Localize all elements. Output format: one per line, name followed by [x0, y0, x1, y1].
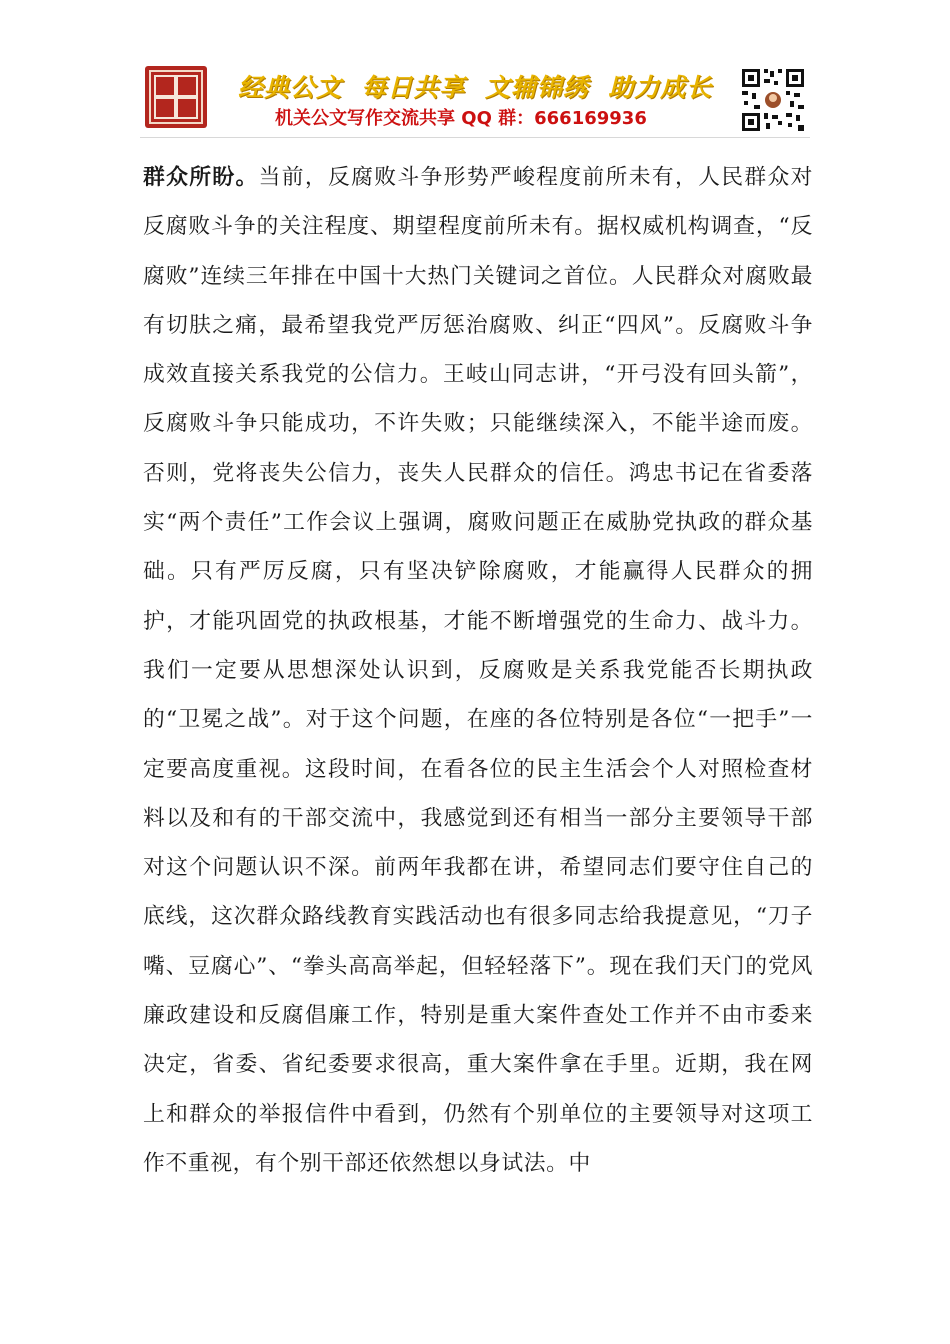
brand-seal-icon [145, 66, 207, 128]
header-slogan: 经典公文 每日共享 文辅锦绣 助力成长 [238, 73, 713, 102]
seal-glyph-3 [154, 97, 176, 119]
seal-glyph-4 [176, 97, 198, 119]
paragraph-text: 当前，反腐败斗争形势严峻程度前所未有，人民群众对反腐败斗争的关注程度、期望程度前所未有。据权威机构调查，“反腐败”连续三年排在中国十大热门关键词之首位。人民群众对腐败最有切肤之痛，最希望我党严厉惩治腐败、纠正“四风”。反腐败斗争成效直接关系我党的公信力。王岐山同志讲，“开弓没有回头箭”，反腐败斗争只能成功，不许失败；只能继续深入，不能半途而废。否则，党将丧失公信力，丧失人民群众的信任。鸿忠书记在省委落实“两个责任”工作会议上强调，腐败问题正在威胁党执政的群众基础。只有严厉反腐，只有坚决铲除腐败，才能赢得人民群众的拥护，才能巩固党的执政根基，才能不断增强党的生命力、战斗力。我们一定要从思想深处认识到，反腐败是关系我党能否长期执政的“卫冕之战”。对于这个问题，在座的各位特别是各位“一把手”一定要高度重视。这段时间，在看各位的民主生活会个人对照检查材料以及和有的干部交流中，我感觉到还有相当一部分主要领导干部对这个问题认识不深。前两年我都在讲，希望同志们要守住自己的底线，这次群众路线教育实践活动也有很多同志给我提意见，“刀子嘴、豆腐心”、“拳头高高举起，但轻轻落下”。现在我们天门的党风廉政建设和反腐倡廉工作，特别是重大案件查处工作并不由市委来决定，省委、省纪委要求很高，重大案件拿在手里。近期，我在网上和群众的举报信件中看到，仍然有个别单位的主要领导对这项工作不重视，有个别干部还依然想以身试法。中 [143, 165, 813, 1176]
paragraph-lead: 群众所盼。 [143, 165, 259, 190]
page-header [140, 62, 810, 136]
qr-code-icon[interactable] [740, 67, 806, 133]
body-paragraph [143, 153, 813, 1188]
seal-glyph-1 [154, 75, 176, 97]
seal-glyph-2 [176, 75, 198, 97]
header-subtitle: 机关公文写作交流共享 QQ 群：666169936 [275, 108, 647, 129]
header-divider [140, 137, 810, 138]
